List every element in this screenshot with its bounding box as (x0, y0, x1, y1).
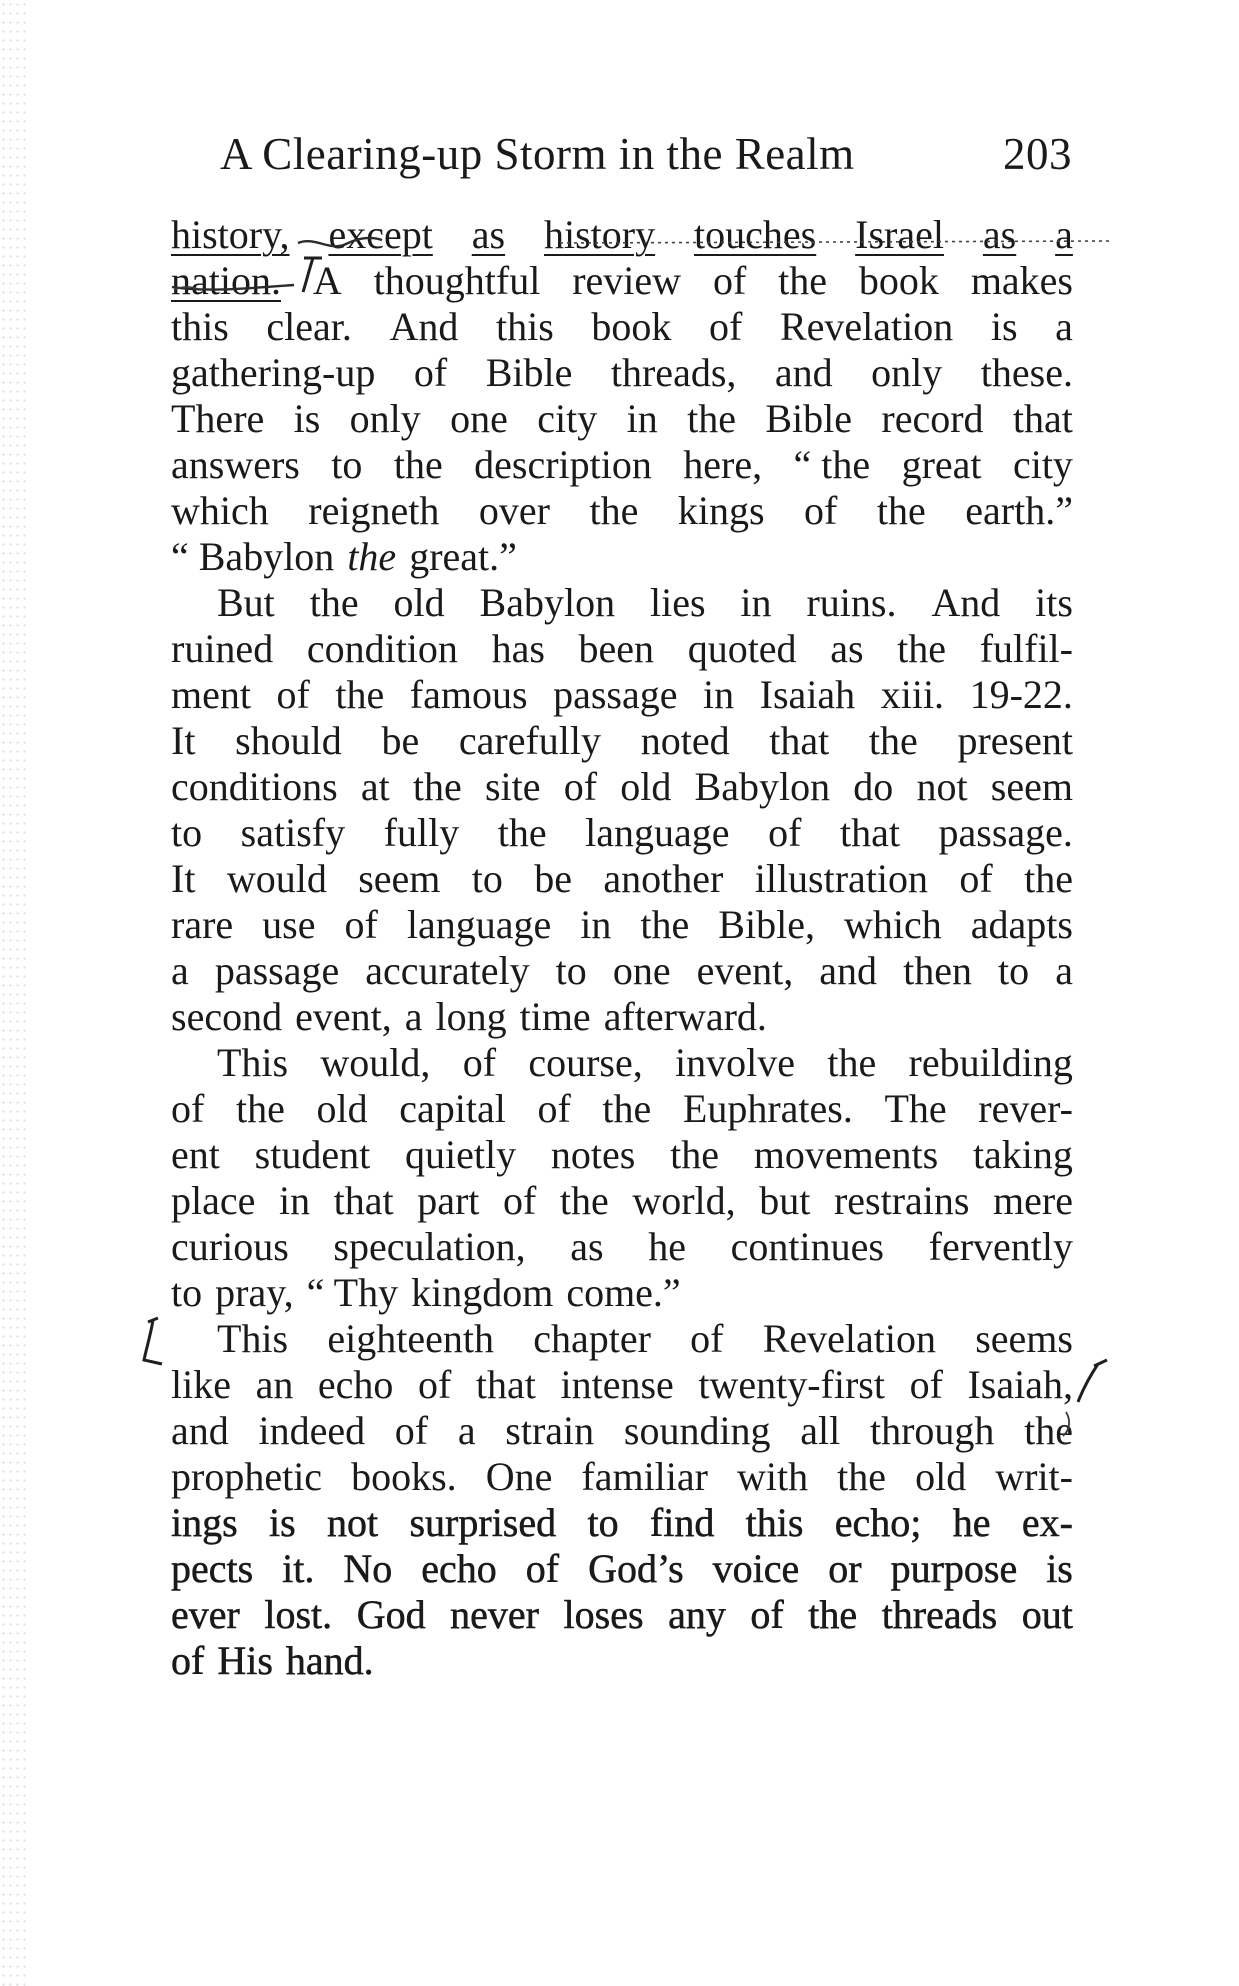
text-line (171, 1270, 1073, 1316)
word: No (343, 1546, 393, 1591)
word: of (959, 856, 993, 901)
word: old (620, 764, 672, 809)
text-line (171, 1454, 1073, 1500)
word: the (602, 1086, 652, 1131)
word: purpose (890, 1546, 1018, 1591)
word: sounding (623, 1408, 771, 1453)
word: rever- (978, 1086, 1073, 1131)
word: involve (675, 1040, 796, 1085)
word: this (496, 304, 554, 349)
word: the (589, 488, 639, 533)
word: to (587, 1500, 619, 1545)
word: the (827, 1040, 877, 1085)
word: that (1012, 396, 1073, 441)
word: time (519, 994, 591, 1039)
word: review (572, 258, 682, 303)
word: a (457, 1408, 476, 1453)
word: the (309, 580, 359, 625)
word: Revelation (762, 1316, 936, 1361)
word: but (759, 1178, 811, 1223)
word: this (745, 1500, 804, 1545)
word: twenty-first (698, 1362, 885, 1407)
word: is (990, 304, 1018, 349)
word: Isaiah, (967, 1362, 1073, 1407)
text-line (171, 1592, 1073, 1638)
word: surprised (409, 1500, 557, 1545)
word: ment (171, 672, 251, 717)
word: of (394, 1408, 429, 1453)
word: second (171, 994, 283, 1039)
word: fulfil- (979, 626, 1073, 671)
word: lies (649, 580, 706, 625)
word: in (703, 672, 735, 717)
word: rare (171, 902, 234, 947)
word: kings (677, 488, 765, 533)
word: thoughtful (373, 258, 541, 303)
word: in (580, 902, 612, 947)
word: be (534, 856, 573, 901)
word: makes (970, 258, 1073, 303)
word: to (331, 442, 363, 487)
word: earth.” (965, 488, 1073, 533)
word: that (475, 1362, 536, 1407)
text-line (171, 1178, 1073, 1224)
word: one (450, 396, 508, 441)
word: the (868, 718, 918, 763)
word: be (381, 718, 420, 763)
word: of (768, 810, 802, 855)
word: accurately (365, 948, 530, 993)
word: the (1024, 1408, 1073, 1453)
word: city (537, 396, 598, 441)
word: the (687, 396, 736, 441)
word: The (884, 1086, 947, 1131)
text-line (171, 350, 1073, 396)
word: strain (505, 1408, 595, 1453)
word: site (484, 764, 541, 809)
word: in (626, 396, 658, 441)
word: part (417, 1178, 480, 1223)
word: he (952, 1500, 991, 1545)
word: as (982, 212, 1017, 257)
word: reigneth (308, 488, 440, 533)
word: is (1046, 1546, 1073, 1591)
word: another (603, 856, 724, 901)
word: Bible, (718, 902, 815, 947)
text-line (171, 534, 1073, 580)
word: kingdom (411, 1270, 554, 1315)
word: of (171, 1086, 205, 1131)
word: continues (730, 1224, 884, 1269)
text-line (171, 488, 1073, 534)
word: over (478, 488, 550, 533)
word: do (853, 764, 894, 809)
word: lost. (264, 1592, 333, 1637)
word: A (312, 258, 342, 303)
word: old (915, 1454, 967, 1499)
word: not (327, 1500, 379, 1545)
word: record (881, 396, 984, 441)
text-line (171, 718, 1073, 764)
word: pray, (215, 1270, 294, 1315)
word: at (360, 764, 390, 809)
word: a (171, 948, 189, 993)
word: here, (683, 442, 763, 487)
running-title: A Clearing-up Storm in the Realm (220, 129, 855, 179)
word: echo (317, 1362, 394, 1407)
word: that (333, 1178, 394, 1223)
word: “ the (793, 442, 871, 487)
word: and (819, 948, 878, 993)
page-number: 203 (1003, 129, 1072, 179)
word: ruined (171, 626, 274, 671)
word: of (712, 258, 747, 303)
word: event, (295, 994, 392, 1039)
word: fully (383, 810, 460, 855)
word: intense (560, 1362, 674, 1407)
word: “ Babylon (171, 534, 335, 579)
word: the (393, 442, 443, 487)
text-line (171, 1086, 1073, 1132)
word: restrains (833, 1178, 970, 1223)
word: or (828, 1546, 862, 1591)
word: gathering-up (171, 350, 376, 395)
word: the (235, 1086, 285, 1131)
word: in (740, 580, 772, 625)
word: Isaiah (759, 672, 856, 717)
word: only (871, 350, 943, 395)
word: a (404, 994, 423, 1039)
word: Bible (765, 396, 853, 441)
word: of (171, 1638, 205, 1683)
left-bracket-mark (144, 1318, 162, 1364)
word: find (649, 1500, 715, 1545)
word: is (269, 1500, 296, 1545)
text-line (171, 1408, 1073, 1454)
word: of (537, 1086, 571, 1131)
word: noted (640, 718, 730, 763)
word: as (570, 1224, 604, 1269)
word: There (171, 396, 265, 441)
word: and (774, 350, 833, 395)
word: speculation, (333, 1224, 526, 1269)
text-line (171, 1040, 1073, 1086)
word: taking (972, 1132, 1073, 1177)
word: old (393, 580, 445, 625)
word: notes (550, 1132, 636, 1177)
word: would (226, 856, 327, 901)
word: it. (282, 1546, 315, 1591)
text-line (171, 764, 1073, 810)
word: all (800, 1408, 841, 1453)
word: And (389, 304, 459, 349)
word: ruins. (806, 580, 897, 625)
word: And (931, 580, 1001, 625)
word: prophetic (171, 1454, 323, 1499)
word: history, (171, 212, 290, 257)
word: loses (563, 1592, 644, 1637)
word: adapts (970, 902, 1073, 947)
word: its (1035, 580, 1073, 625)
word: of (709, 304, 743, 349)
word: book (591, 304, 672, 349)
word: afterward. (603, 994, 767, 1039)
page-gutter-edge (0, 0, 26, 1986)
word: clear. (266, 304, 352, 349)
word: seems (975, 1316, 1073, 1361)
word: to (171, 1270, 203, 1315)
word: a (1055, 212, 1073, 257)
word: as (471, 212, 506, 257)
word: mere (993, 1178, 1073, 1223)
text-line (171, 626, 1073, 672)
word: books. (351, 1454, 457, 1499)
word: which (171, 488, 269, 533)
word: xiii. (880, 672, 945, 717)
word: present (957, 718, 1073, 763)
text-line (171, 994, 1073, 1040)
word: the (412, 764, 462, 809)
word: voice (712, 1546, 800, 1591)
word: old (316, 1086, 368, 1131)
word: movements (753, 1132, 939, 1177)
word: God’s (588, 1546, 684, 1591)
word: Babylon (694, 764, 831, 809)
word: to (471, 856, 503, 901)
word: quoted (687, 626, 797, 671)
text-line (171, 810, 1073, 856)
word: 19-22. (969, 672, 1073, 717)
text-line (171, 948, 1073, 994)
word: the (808, 1592, 858, 1637)
word: of (276, 672, 310, 717)
word: only (349, 396, 421, 441)
word: One (485, 1454, 553, 1499)
word: But (217, 580, 275, 625)
word: history (543, 212, 656, 257)
word: answers (171, 442, 300, 487)
word: course, (528, 1040, 643, 1085)
word: this (171, 304, 229, 349)
word: out (1021, 1592, 1073, 1637)
word: Euphrates. (682, 1086, 853, 1131)
word: the (1024, 856, 1073, 901)
word: conditions (171, 764, 338, 809)
text-line (171, 304, 1073, 350)
word: great.” (409, 534, 517, 579)
word: It (171, 856, 196, 901)
word: the (335, 672, 385, 717)
word: the (497, 810, 547, 855)
word: would, (320, 1040, 431, 1085)
word: language (406, 902, 552, 947)
word: these. (980, 350, 1073, 395)
word: famous (409, 672, 528, 717)
text-line (171, 1132, 1073, 1178)
word: pects (171, 1546, 254, 1591)
word: to (171, 810, 203, 855)
body-text (171, 212, 1073, 1684)
word: like (171, 1362, 231, 1407)
word: of (418, 1362, 452, 1407)
word: threads, (610, 350, 737, 395)
word: writ- (995, 1454, 1073, 1499)
word: illustration (754, 856, 929, 901)
word: a (1055, 948, 1073, 993)
word: satisfy (240, 810, 346, 855)
word: description (474, 442, 652, 487)
word: of (690, 1316, 724, 1361)
word: God (356, 1592, 426, 1637)
text-line (171, 1546, 1073, 1592)
word: student (254, 1132, 371, 1177)
word: ever (171, 1592, 240, 1637)
word: with (737, 1454, 809, 1499)
word: indeed (258, 1408, 366, 1453)
text-line (171, 212, 1073, 258)
word: world, (632, 1178, 736, 1223)
word: and (171, 1408, 229, 1453)
word: chapter (533, 1316, 651, 1361)
word: in (278, 1178, 311, 1223)
word: carefully (458, 718, 602, 763)
word: language (585, 810, 730, 855)
word: eighteenth (327, 1316, 494, 1361)
word: ex- (1021, 1500, 1073, 1545)
word: fervently (928, 1224, 1073, 1269)
word: of (502, 1178, 537, 1223)
word: long (435, 994, 507, 1039)
word: threads (881, 1592, 998, 1637)
word: the (640, 902, 690, 947)
word: Revelation (779, 304, 954, 349)
word: passage (214, 948, 340, 993)
word: book (858, 258, 939, 303)
word: capital (399, 1086, 506, 1131)
word: he (648, 1224, 686, 1269)
word: to (555, 948, 587, 993)
right-bracket-mark (1078, 1360, 1107, 1402)
word: the (837, 1454, 887, 1499)
text-line (171, 1316, 1073, 1362)
word: should (235, 718, 342, 763)
text-line (171, 258, 1073, 304)
word: been (578, 626, 655, 671)
word: which (843, 902, 942, 947)
text-line (171, 442, 1073, 488)
word: as (830, 626, 864, 671)
word: that (769, 718, 830, 763)
text-line (171, 396, 1073, 442)
word: Israel (855, 212, 944, 257)
word: the (670, 1132, 719, 1177)
word: of (462, 1040, 497, 1085)
word: to (998, 948, 1030, 993)
word: quietly (404, 1132, 517, 1177)
text-line (171, 1500, 1073, 1546)
word: the (347, 534, 397, 579)
word: of (750, 1592, 784, 1637)
word: through (869, 1408, 995, 1453)
word: of (525, 1546, 560, 1591)
word: any (668, 1592, 726, 1637)
word: except (328, 212, 433, 257)
word: hand. (285, 1638, 374, 1683)
word: This (217, 1316, 289, 1361)
word: not (916, 764, 968, 809)
text-line (171, 856, 1073, 902)
word: familiar (581, 1454, 708, 1499)
running-head (220, 128, 1072, 184)
text-line (171, 1224, 1073, 1270)
text-line (171, 1362, 1073, 1408)
word: echo (421, 1546, 497, 1591)
word: then (903, 948, 972, 993)
text-line (171, 1638, 1073, 1684)
word: great (901, 442, 982, 487)
word: city (1012, 442, 1073, 487)
word: touches (694, 212, 817, 257)
word: His (217, 1638, 273, 1683)
word: that (839, 810, 900, 855)
word: is (293, 396, 321, 441)
word: an (255, 1362, 294, 1407)
word: the (778, 258, 828, 303)
word: Bible (485, 350, 573, 395)
word: It (171, 718, 196, 763)
word: a (1055, 304, 1073, 349)
word: of (804, 488, 838, 533)
word: condition (306, 626, 458, 671)
word: ent (171, 1132, 220, 1177)
word: the (897, 626, 947, 671)
word: rebuilding (908, 1040, 1073, 1085)
word: passage (553, 672, 678, 717)
word: of (909, 1362, 943, 1407)
word: event, (696, 948, 794, 993)
word: Babylon (479, 580, 616, 625)
word: echo; (834, 1500, 922, 1545)
word: the (559, 1178, 609, 1223)
word: of (413, 350, 448, 395)
word: of (563, 764, 598, 809)
word: use (262, 902, 316, 947)
word: seem (358, 856, 441, 901)
text-line (171, 672, 1073, 718)
word: of (344, 902, 378, 947)
word: the (876, 488, 926, 533)
word: “ Thy (306, 1270, 399, 1315)
word: nation. (171, 258, 281, 303)
word: passage. (938, 810, 1073, 855)
word: place (171, 1178, 256, 1223)
word: has (491, 626, 545, 671)
word: one (612, 948, 671, 993)
text-line (171, 580, 1073, 626)
word: never (450, 1592, 539, 1637)
word: seem (990, 764, 1073, 809)
word: come.” (566, 1270, 681, 1315)
word: curious (171, 1224, 289, 1269)
text-line (171, 902, 1073, 948)
word: ings (171, 1500, 238, 1545)
word: This (217, 1040, 289, 1085)
